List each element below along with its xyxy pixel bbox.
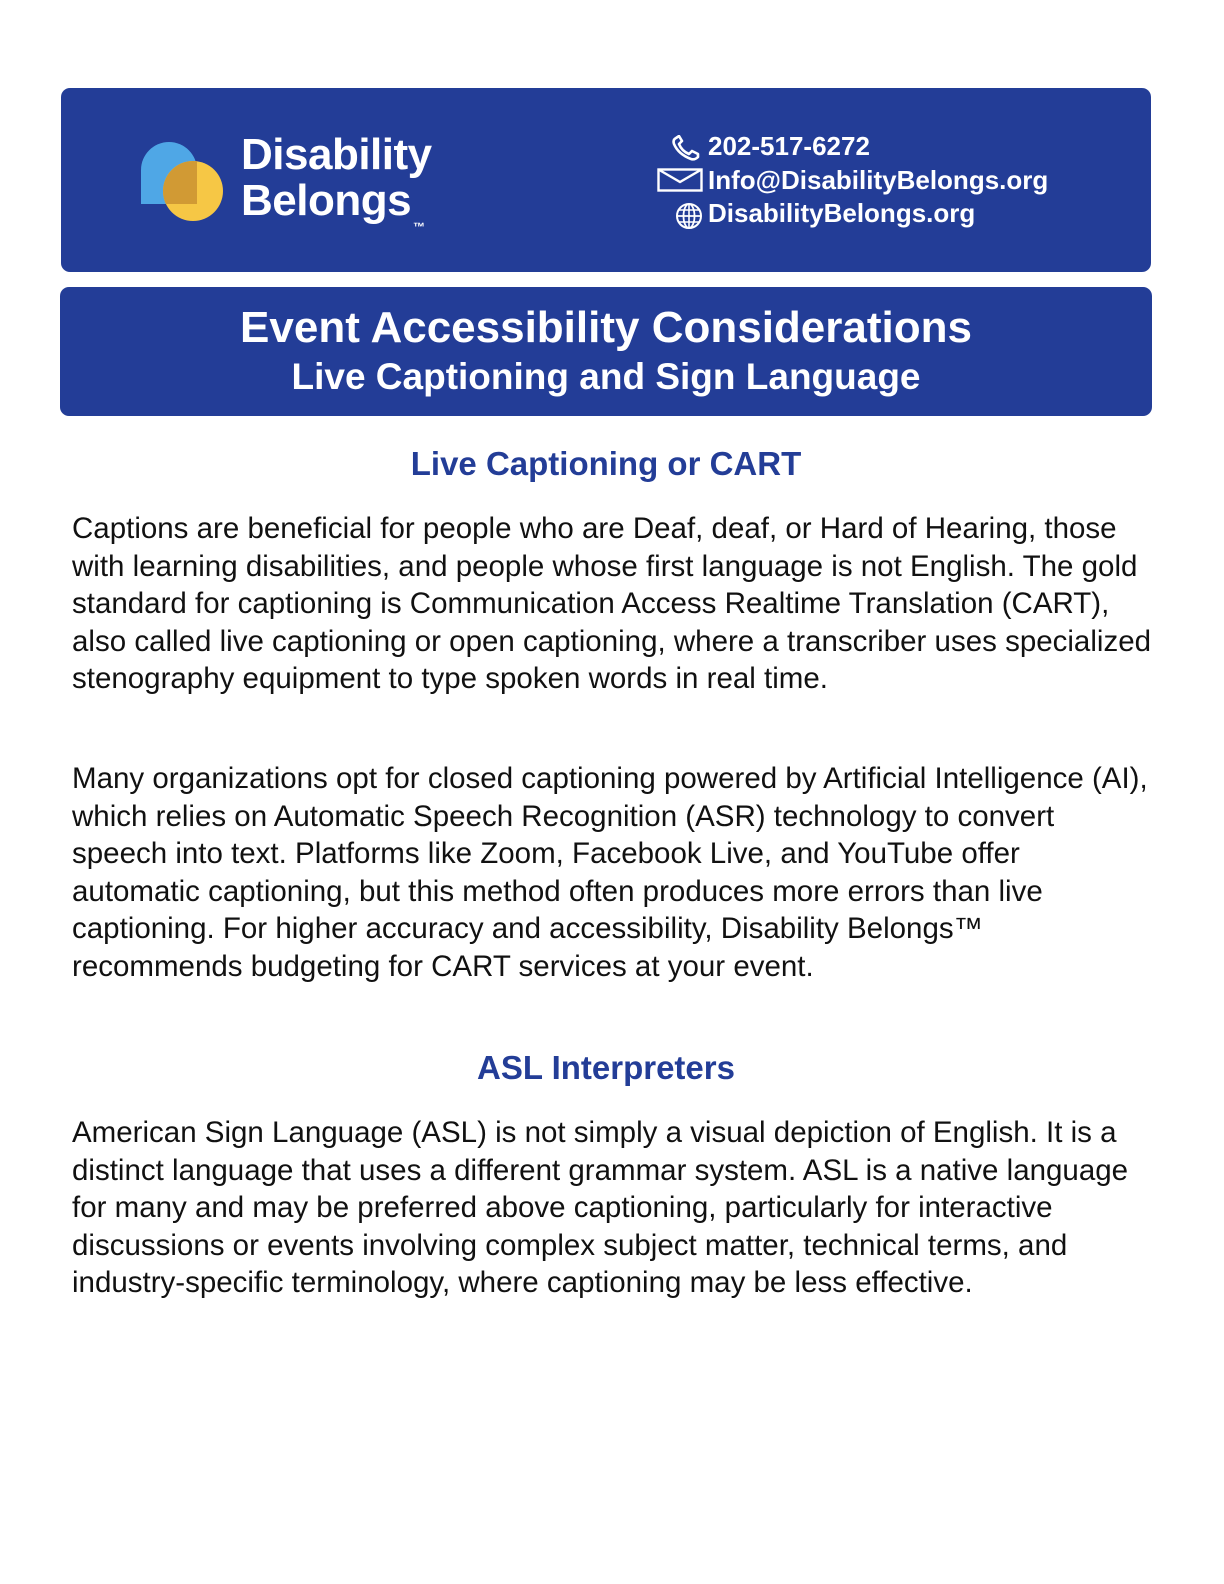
contact-phone[interactable] <box>659 130 1048 164</box>
title-banner <box>60 287 1152 416</box>
email-address: Info@DisabilityBelongs.org <box>708 164 1049 195</box>
page-subtitle: Live Captioning and Sign Language <box>291 356 921 397</box>
paragraph-captions-benefits: Captions are beneficial for people who are Deaf, deaf, or Hard of Hearing, those with learning disabilities, and people whose first language is not English. The gold standard for captioning is Communication Access Realtime Translation (CART), also called live captioning or open captioning, where a transcriber uses specialized stenography equipment to type spoken words in real time. <box>72 512 1152 695</box>
paragraph-asl: American Sign Language (ASL) is not simply a visual depiction of English. It is a distinct language that uses a different grammar system. ASL is a native language for many and may be preferred above captioning, particularly for interactive discussions or events involving complex subject matter, technical terms, and industry-specific terminology, where captioning may be less effective. <box>72 1116 1129 1299</box>
logo-line-2-text: Belongs <box>241 176 412 225</box>
logo-mark-icon <box>139 140 223 224</box>
header-banner <box>61 88 1151 272</box>
globe-icon <box>659 200 705 228</box>
section-heading-live-captioning: Live Captioning or CART <box>410 445 802 482</box>
paragraph-ai-captioning: Many organizations opt for closed captioning powered by Artificial Intelligence (AI), which relies on Automatic Speech Recognition (ASR) technology to convert speech into text. Platforms like Zoom, Facebook Live, and YouTube offer automatic captioning, but this method often produces more errors than live captioning. For higher accuracy and accessibility, Disability Belongs™ recommends budgeting for CART services at your event. <box>72 762 1148 983</box>
section-heading-asl-interpreters: ASL Interpreters <box>477 1049 735 1086</box>
contact-website[interactable] <box>659 197 1048 231</box>
logo[interactable] <box>139 130 459 234</box>
page-title: Event Accessibility Considerations <box>240 303 972 352</box>
contact-email[interactable] <box>659 164 1048 198</box>
envelope-icon <box>659 166 705 194</box>
logo-line-2 <box>241 176 432 234</box>
website-url: DisabilityBelongs.org <box>708 198 976 228</box>
logo-line-1: Disability <box>241 130 432 179</box>
phone-icon <box>659 133 705 161</box>
phone-number: 202-517-6272 <box>708 131 870 161</box>
contact-info <box>659 130 1048 231</box>
logo-text <box>241 130 432 234</box>
logo-trademark: ™ <box>413 220 425 234</box>
